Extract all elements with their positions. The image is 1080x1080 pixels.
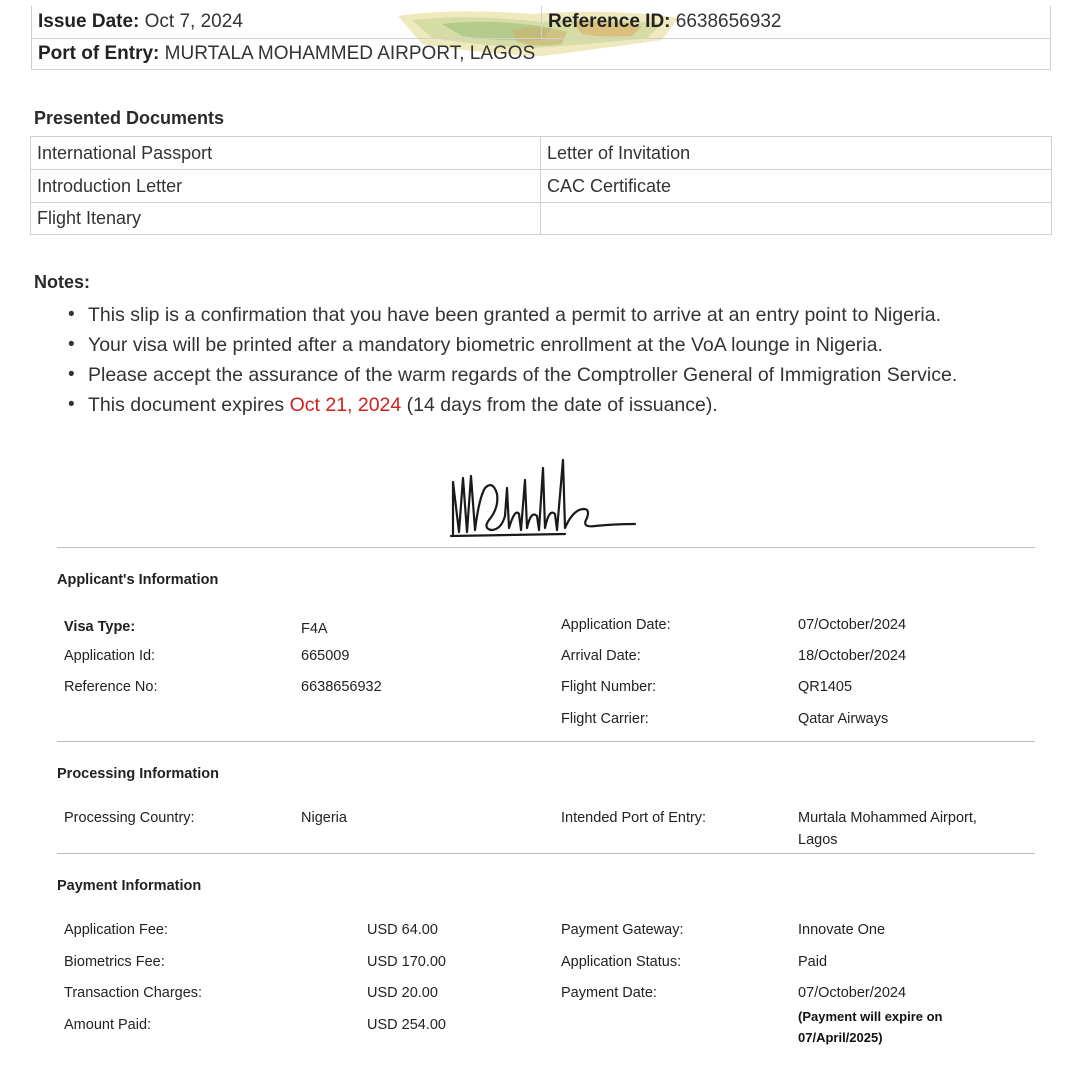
port-of-entry-label: Port of Entry: xyxy=(38,43,160,64)
reference-id-label: Reference ID: xyxy=(548,11,671,32)
doc-item: Letter of Invitation xyxy=(547,143,691,163)
payment-info-title: Payment Information xyxy=(57,878,202,894)
transaction-charges-label: Transaction Charges: xyxy=(64,985,203,1001)
reference-no-value: 6638656932 xyxy=(301,679,382,695)
intended-port-label: Intended Port of Entry: xyxy=(561,810,707,826)
arrival-date-value: 18/October/2024 xyxy=(798,648,907,664)
header-table xyxy=(31,6,1051,70)
application-date-value: 07/October/2024 xyxy=(798,617,907,633)
application-status-label: Application Status: xyxy=(561,954,682,970)
doc-item: International Passport xyxy=(37,143,213,163)
doc-item: Introduction Letter xyxy=(37,176,183,196)
divider xyxy=(57,853,1035,854)
port-of-entry xyxy=(38,43,535,65)
payment-expire-line2: 07/April/2025) xyxy=(798,1030,883,1045)
applicant-info-title: Applicant's Information xyxy=(57,572,219,588)
payment-gateway-label: Payment Gateway: xyxy=(561,922,684,938)
header-divider xyxy=(541,6,542,38)
note-item: • This slip is a confirmation that you have been granted a permit to arrive at an entry point to Nigeria. xyxy=(66,300,957,330)
divider xyxy=(57,547,1035,548)
expiry-date: Oct 21, 2024 xyxy=(289,394,402,416)
intended-port-line2: Lagos xyxy=(798,832,838,848)
arrival-date-label: Arrival Date: xyxy=(561,648,641,664)
application-date-label: Application Date: xyxy=(561,617,671,633)
payment-date-value: 07/October/2024 xyxy=(798,985,907,1001)
application-fee-label: Application Fee: xyxy=(64,922,168,938)
reference-id xyxy=(548,11,781,33)
transaction-charges-value: USD 20.00 xyxy=(367,985,438,1001)
issue-date-label: Issue Date: xyxy=(38,11,140,32)
doc-item: CAC Certificate xyxy=(547,176,672,196)
processing-info-title: Processing Information xyxy=(57,766,219,782)
note-item: • Please accept the assurance of the warm regards of the Comptroller General of Immigration Service. xyxy=(66,360,957,390)
application-id-value: 665009 xyxy=(301,648,350,664)
doc-item: Flight Itenary xyxy=(37,208,142,228)
processing-country-label: Processing Country: xyxy=(64,810,195,826)
payment-date-label: Payment Date: xyxy=(561,985,657,1001)
note-item-expiry xyxy=(66,390,957,420)
divider xyxy=(57,741,1035,742)
docs-row-divider xyxy=(31,202,1051,203)
presented-documents-table xyxy=(30,136,1052,235)
reference-id-value: 6638656932 xyxy=(675,11,782,32)
biometrics-fee-label: Biometrics Fee: xyxy=(64,954,165,970)
notes-list xyxy=(66,300,957,420)
visa-type-value: F4A xyxy=(301,621,328,637)
flight-number-value: QR1405 xyxy=(798,679,853,695)
expiry-suffix: (14 days from the date of issuance). xyxy=(401,394,718,416)
application-id-label: Application Id: xyxy=(64,648,156,664)
docs-col-divider xyxy=(540,137,541,234)
issue-date xyxy=(38,11,243,33)
port-of-entry-value: MURTALA MOHAMMED AIRPORT, LAGOS xyxy=(164,43,536,64)
signature xyxy=(445,458,640,540)
visa-type-label: Visa Type: xyxy=(64,619,136,635)
amount-paid-label: Amount Paid: xyxy=(64,1017,152,1033)
notes-title: Notes: xyxy=(34,272,91,292)
docs-row-divider xyxy=(31,169,1051,170)
reference-no-label: Reference No: xyxy=(64,679,158,695)
flight-carrier-value: Qatar Airways xyxy=(798,711,889,727)
presented-documents-title: Presented Documents xyxy=(34,108,225,128)
expiry-prefix: This document expires xyxy=(88,394,290,416)
processing-country-value: Nigeria xyxy=(301,810,347,826)
biometrics-fee-value: USD 170.00 xyxy=(367,954,446,970)
issue-date-value: Oct 7, 2024 xyxy=(144,11,243,32)
note-item: • Your visa will be printed after a mandatory biometric enrollment at the VoA lounge in Nigeria. xyxy=(66,330,957,360)
flight-number-label: Flight Number: xyxy=(561,679,657,695)
flight-carrier-label: Flight Carrier: xyxy=(561,711,649,727)
application-fee-value: USD 64.00 xyxy=(367,922,438,938)
payment-gateway-value: Innovate One xyxy=(798,922,886,938)
application-status-value: Paid xyxy=(798,954,828,970)
intended-port-line1: Murtala Mohammed Airport, xyxy=(798,810,977,826)
payment-expire-line1: (Payment will expire on xyxy=(798,1009,943,1024)
amount-paid-value: USD 254.00 xyxy=(367,1017,446,1033)
